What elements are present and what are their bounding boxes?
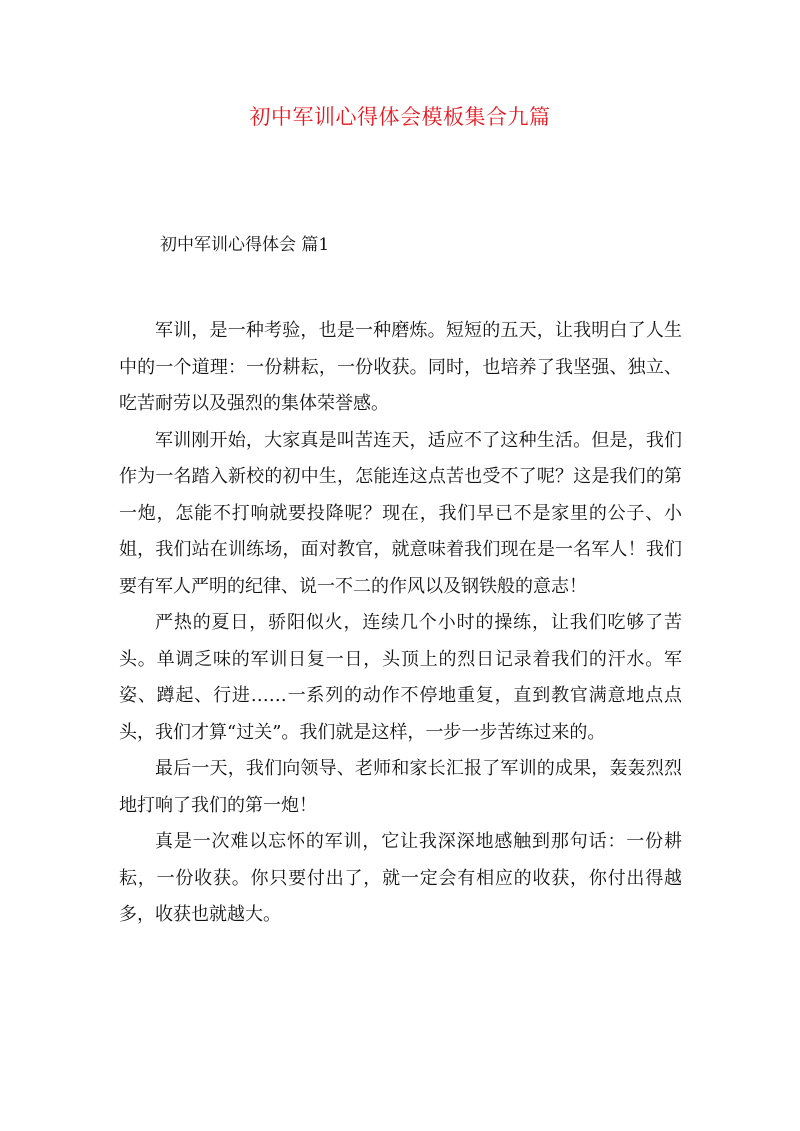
paragraph: 最后一天，我们向领导、老师和家长汇报了军训的成果，轰轰烈烈地打响了我们的第一炮！ [119,758,682,816]
paragraph: 严热的夏日，骄阳似火，连续几个小时的操练，让我们吃够了苦头。单调乏味的军训日复一日，头顶上的烈日记录着我们的汗水。军姿、蹲起、行进……一系列的动作不停地重复，直到教官满意地点点头，我们才算“过关”。我们就是这样，一步一步苦练过来的。 [119,612,682,743]
paragraph: 真是一次难以忘怀的军训，它让我深深地感触到那句话：一份耕耘，一份收获。你只要付出了，就一定会有相应的收获，你付出得越多，收获也就越大。 [119,831,682,925]
paragraph: 军训，是一种考验，也是一种磨炼。短短的五天，让我明白了人生中的一个道理：一份耕耘，一份收获。同时，也培养了我坚强、独立、吃苦耐劳以及强烈的集体荣誉感。 [119,320,682,414]
paragraph: 军训刚开始，大家真是叫苦连天，适应不了这种生活。但是，我们作为一名踏入新校的初中生，怎能连这点苦也受不了呢？这是我们的第一炮，怎能不打响就要投降呢？现在，我们早已不是家里的公子、小姐，我们站在训练场，面对教官，就意味着我们现在是一名军人！我们要有军人严明的纪律、说一不二的作风以及钢铁般的意志！ [119,429,682,597]
section-heading: 初中军训心得体会 篇1 [160,235,330,255]
body-text [119,313,682,934]
document-title: 初中军训心得体会模板集合九篇 [249,105,551,129]
